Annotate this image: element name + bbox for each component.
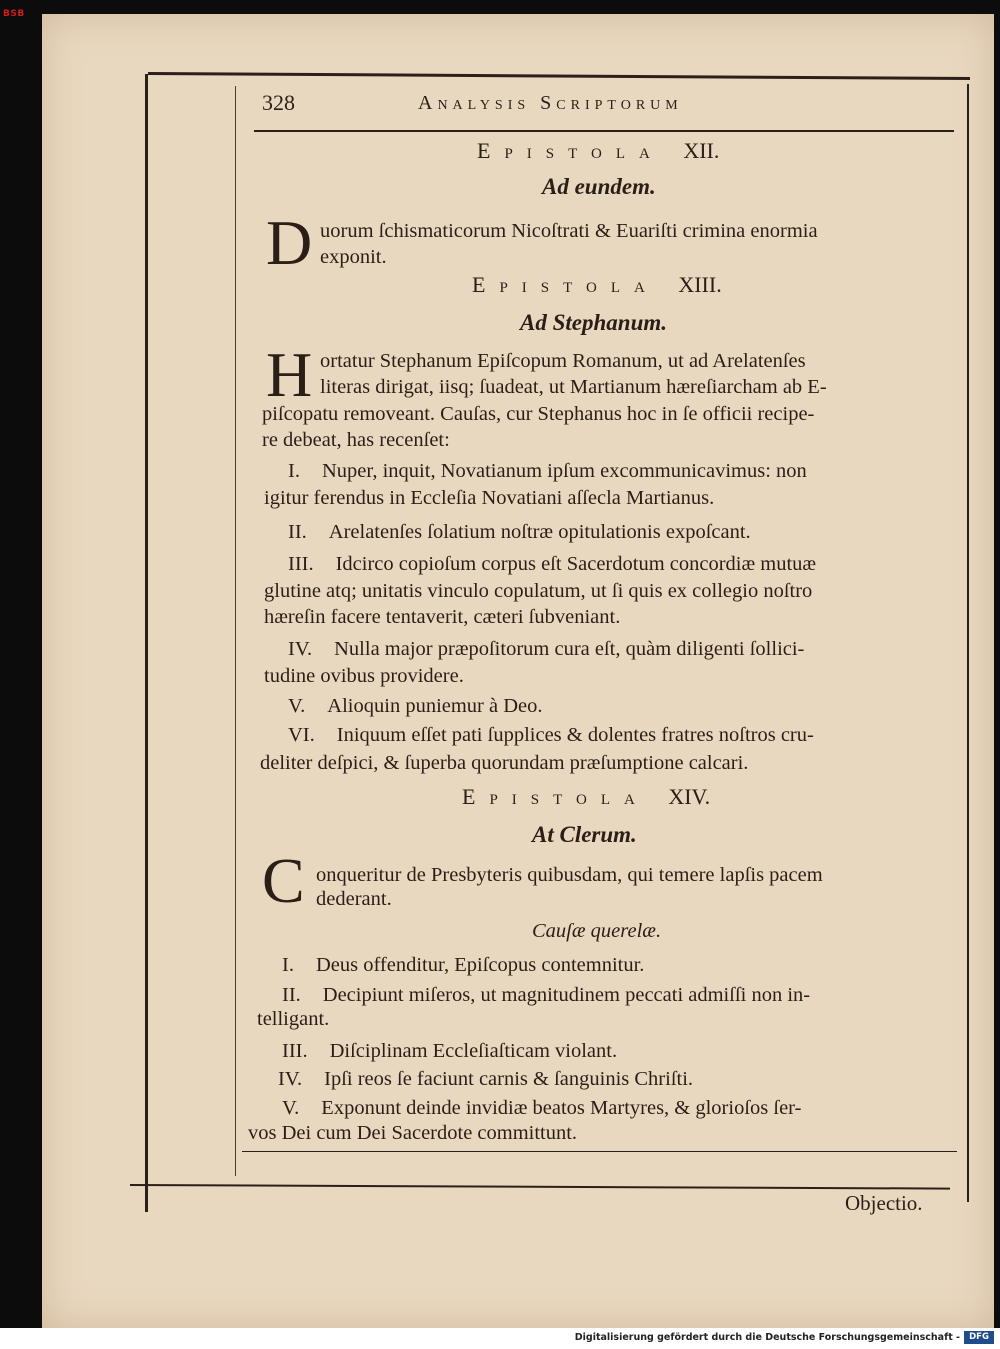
catchword: Objectio. [845,1191,923,1215]
book-page [42,14,994,1328]
drop-cap: D [266,207,313,278]
text-line: re debeat, has recenſet: [262,429,450,451]
text-line: uorum ſchismaticorum Nicoſtrati & Euariſti crimina enormia [320,220,818,242]
frame-rule-bottom [130,1184,950,1190]
text-line: tudine ovibus providere. [264,665,464,687]
drop-cap: C [262,845,305,916]
text-line: deliter deſpici, & ſuperba quorundam præſumptione calcari. [260,752,749,774]
epistola-heading: Epistola XIV. [462,784,711,809]
running-title: Analysis Scriptorum [418,92,683,114]
text-line: vos Dei cum Dei Sacerdote committunt. [248,1122,578,1144]
header-rule [254,130,954,132]
text-line: ortatur Stephanum Epiſcopum Romanum, ut ad Arelatenſes [320,350,806,372]
running-head [262,86,962,120]
list-item: IV. Nulla major præpoſitorum cura eſt, quàm diligenti ſollici- [288,638,805,660]
list-item: II. Decipiunt miſeros, ut magnitudinem peccati admiſſi non in- [282,984,811,1006]
addressee: At Clerum. [532,822,637,847]
drop-cap: H [266,339,313,410]
text-line: telligant. [257,1008,330,1030]
list-item: V. Exponunt deinde invidiæ beatos Martyres, & glorioſos ſer- [282,1097,802,1119]
list-item: I. Nuper, inquit, Novatianum ipſum excommunicavimus: non [288,460,807,482]
list-item: II. Arelatenſes ſolatium noſtræ opitulationis expoſcant. [288,521,751,543]
frame-rule-right [967,84,969,1202]
epistola-heading: Epistola XIII. [472,272,722,297]
text-column-rule [235,86,236,1176]
text-line: literas dirigat, iisq; ſuadeat, ut Martianum hæreſiarcham ab E- [320,376,827,398]
frame-rule-top [148,72,970,80]
frame-rule-left [145,74,148,1212]
text-line: onqueritur de Presbyteris quibusdam, qui temere lapſis pacem [316,864,823,886]
list-item: VI. Iniquum eſſet pati ſupplices & dolentes fratres noſtros cru- [288,724,814,746]
list-item: V. Alioquin puniemur à Deo. [288,695,543,717]
list-item: III. Diſciplinam Eccleſiaſticam violant. [282,1040,618,1062]
text-line: glutine atq; unitatis vinculo copulatum, ut ſi quis ex collegio noſtro [264,580,813,602]
list-item: III. Idcirco copioſum corpus eſt Sacerdotum concordiæ mutuæ [288,553,817,575]
text-line: igitur ferendus in Eccleſia Novatiani aſſecla Martianus. [264,487,715,509]
page-number: 328 [262,90,295,115]
epistola-heading: Epistola XII. [477,138,720,163]
list-item: IV. Ipſi reos ſe faciunt carnis & ſanguinis Chriſti. [278,1068,694,1090]
addressee: Ad Stephanum. [520,310,667,335]
funding-credit: Digitalisierung gefördert durch die Deutsche Forschungsgemeinschaft - [574,1332,960,1343]
footer-rule [242,1151,957,1152]
addressee: Ad eundem. [542,174,656,199]
subheading: Cauſæ querelæ. [532,920,662,942]
text-line: dederant. [316,888,392,910]
digitization-footer [0,1328,1000,1349]
dfg-logo: DFG [964,1331,994,1344]
text-line: hæreſin facere tentaverit, cæteri ſubveniant. [264,606,621,628]
text-line: exponit. [320,246,387,268]
text-line: piſcopatu removeant. Cauſas, cur Stephanus hoc in ſe officii recipe- [262,403,815,425]
bsb-logo: BSB [3,9,25,19]
list-item: I. Deus offenditur, Epiſcopus contemnitur. [282,954,645,976]
